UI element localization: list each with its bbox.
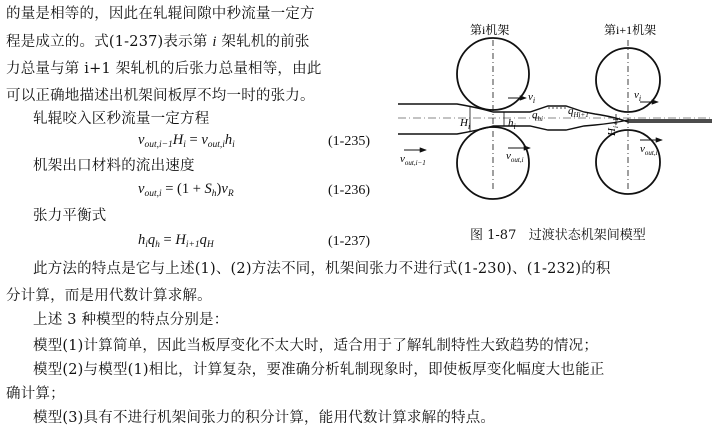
equation-1-237: $h_iq_h = H_{i+1}q_H$ — [138, 232, 214, 250]
H-i1-label: $H_{i+1}$ — [606, 117, 620, 136]
para1-line2-i: i — [212, 34, 217, 50]
equation-1-235: $v_{out,i-1}H_i = v_{out,i}h_i$ — [138, 132, 235, 150]
para1-line3: 力总量与第 i+1 架轧机的后张力总量相等，由此 — [6, 61, 322, 77]
v-out-im1-label: $v_{out,i-1}$ — [400, 153, 426, 167]
heading-exit-velocity: 机架出口材料的流出速度 — [33, 158, 195, 174]
equation-1-236-number: (1-236) — [328, 183, 370, 198]
figure-stand-model — [390, 2, 720, 246]
para5-line1: 模型(2)与模型(1)相比，计算复杂，要准确分析轧制现象时，即使板厚变化幅度大也能正 — [33, 362, 605, 378]
equation-1-235-number: (1-235) — [328, 134, 370, 149]
figure-caption-text: 过渡状态机架间模型 — [528, 228, 646, 243]
q-h-label: $q_{hi}$ — [532, 109, 543, 123]
heading-tension-balance: 张力平衡式 — [33, 208, 107, 224]
H-i-label: $H_i$ — [460, 117, 471, 131]
equation-1-237-number: (1-237) — [328, 234, 370, 249]
stand-i-label: 第i机架 — [470, 23, 510, 37]
figure-caption-number: 图 1-87 — [470, 228, 517, 243]
v-out-i2-label: $v_{out,i}$ — [640, 143, 658, 157]
heading-roll-bite: 轧辊咬入区秒流量一定方程 — [33, 111, 210, 127]
para1-line1: 的量是相等的，因此在轧辊间隙中秒流量一定方 — [6, 6, 315, 22]
para4: 模型(1)计算简单，因此当板厚变化不太大时，适合用于了解轧制特性大致趋势的情况； — [33, 338, 599, 354]
para6: 模型(3)具有不进行机架间张力的积分计算，能用代数计算求解的特点。 — [33, 410, 496, 426]
para2-line2: 分计算，而是用代数计算求解。 — [6, 288, 212, 304]
para2-line1: 此方法的特点是它与上述(1)、(2)方法不同，机架间张力不进行式(1-230)、(1-232)的积 — [33, 261, 611, 277]
para1-line2 — [6, 33, 310, 51]
para1-line4: 可以正确地描述出机架间板厚不均一时的张力。 — [6, 88, 315, 104]
para3: 上述 3 种模型的特点分别是： — [33, 312, 229, 328]
v-i2-label: $v_i$ — [634, 89, 642, 103]
para1-line2-pre: 程是成立的。式(1-237)表示第 — [6, 34, 213, 50]
stand-i-top-roll — [457, 38, 529, 110]
q-H-label: $q_{Hi+1}$ — [568, 105, 589, 119]
para5-line2: 确计算； — [6, 386, 65, 402]
figure-caption — [470, 224, 646, 243]
para1-line2-post: 架轧机的前张 — [216, 34, 310, 50]
h-i-label: $h_i$ — [508, 117, 516, 131]
equation-1-236: $v_{out,i} = (1 + S_h)v_R$ — [138, 181, 234, 199]
stand-i1-label: 第i+1机架 — [604, 23, 657, 37]
v-i-label: $v_i$ — [528, 91, 536, 105]
v-out-i-label: $v_{out,i}$ — [506, 150, 524, 164]
